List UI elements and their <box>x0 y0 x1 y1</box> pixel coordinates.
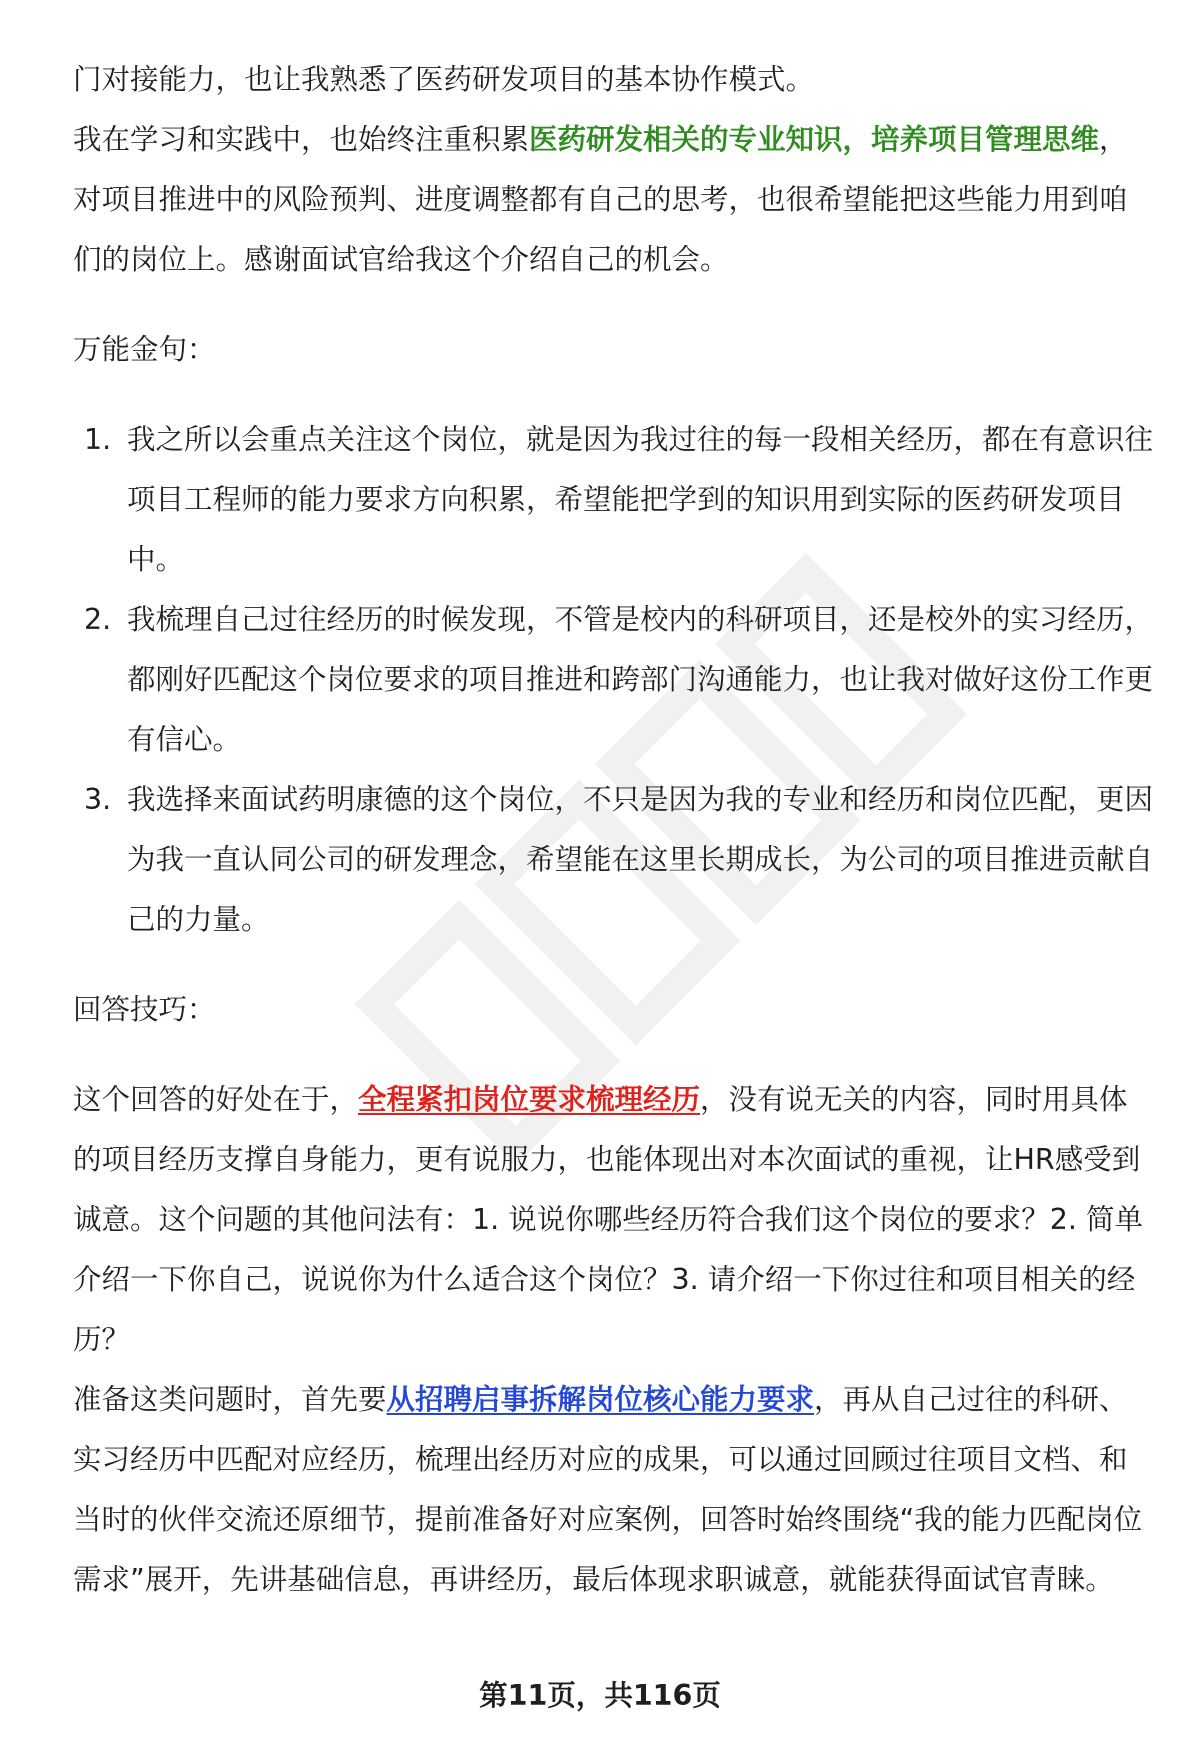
list-item-text: 我梳理自己过往经历的时候发现，不管是校内的科研项目，还是校外的实习经历，都刚好匹配这个岗位要求的项目推进和跨部门沟通能力，也让我对做好这份工作更有信心。 <box>127 603 1154 756</box>
list-item <box>73 590 1153 770</box>
golden-sentences-title: 万能金句： <box>73 333 216 366</box>
intro-text-before: 我在学习和实践中，也始终注重积累 <box>73 123 530 156</box>
tips-paragraph-1 <box>73 1070 1153 1370</box>
tips-text-after: ，没有说无关的内容，同时用具体的项目经历支撑自身能力，更有说服力，也能体现出对本次面试的重视，让HR感受到诚意。这个问题的其他问法有：1. 说说你哪些经历符合我们这个岗位的要求？2. 简单介绍一下你自己，说说你为什么适合这个岗位？3. 请介绍一下你过往和项目相关的经历？ <box>73 1083 1144 1356</box>
list-item-text: 我选择来面试药明康德的这个岗位，不只是因为我的专业和经历和岗位匹配，更因为我一直认同公司的研发理念，希望能在这里长期成长，为公司的项目推进贡献自己的力量。 <box>127 783 1154 936</box>
list-item-number: 1. <box>84 423 112 456</box>
tips-title: 回答技巧： <box>73 993 216 1026</box>
tips-text-after: ，再从自己过往的科研、实习经历中匹配对应经历，梳理出经历对应的成果，可以通过回顾过往项目文档、和当时的伙伴交流还原细节，提前准备好对应案例，回答时始终围绕“我的能力匹配岗位需求”展开，先讲基础信息，再讲经历，最后体现求职诚意，就能获得面试官青睐。 <box>73 1383 1143 1596</box>
list-item <box>73 410 1153 590</box>
document-page <box>73 50 1153 1610</box>
list-item-text: 我之所以会重点关注这个岗位，就是因为我过往的每一段相关经历，都在有意识往项目工程师的能力要求方向积累，希望能把学到的知识用到实际的医药研发项目中。 <box>127 423 1154 576</box>
intro-highlight: 医药研发相关的专业知识，培养项目管理思维 <box>529 123 1100 156</box>
page-number: 第11页，共116页 <box>479 1679 721 1712</box>
intro-line: 门对接能力，也让我熟悉了医药研发项目的基本协作模式。 <box>73 63 815 96</box>
tips-text-before: 准备这类问题时，首先要 <box>73 1383 387 1416</box>
tips-paragraph-2 <box>73 1370 1153 1610</box>
intro-text-after: ，对项目推进中的风险预判、进度调整都有自己的思考，也很希望能把这些能力用到咱们的岗位上。感谢面试官给我这个介绍自己的机会。 <box>73 123 1128 276</box>
tips-highlight-blue: 从招聘启事拆解岗位核心能力要求 <box>386 1383 815 1416</box>
list-item-number: 3. <box>84 783 112 816</box>
golden-sentences-list <box>73 410 1153 950</box>
list-item-number: 2. <box>84 603 112 636</box>
tips-text-before: 这个回答的好处在于， <box>73 1083 359 1116</box>
tips-highlight-red: 全程紧扣岗位要求梳理经历 <box>358 1083 701 1116</box>
intro-paragraph <box>73 110 1153 290</box>
list-item <box>73 770 1153 950</box>
